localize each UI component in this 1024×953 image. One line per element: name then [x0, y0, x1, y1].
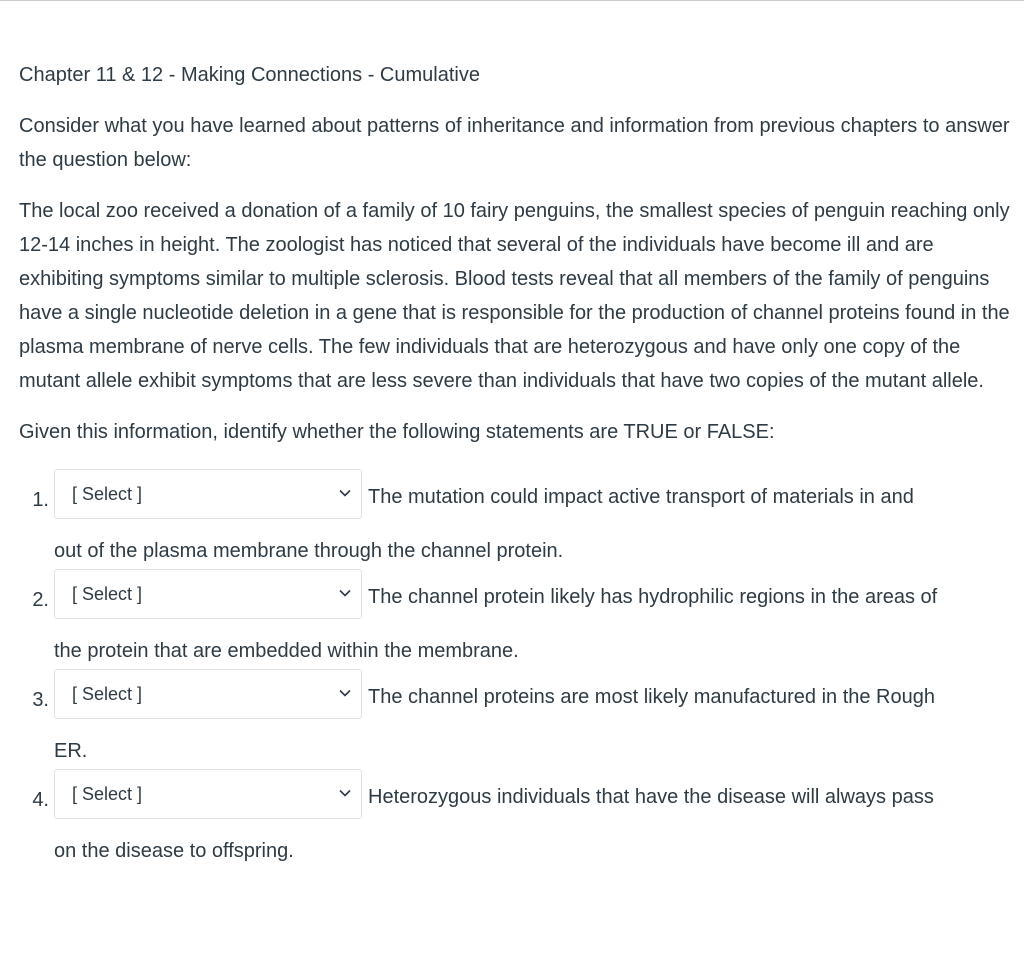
- scenario-text: The local zoo received a donation of a family of 10 fairy penguins, the smallest species of penguin reaching only 12-14 inches in height. The zoologist has noticed that several of the individuals have become ill and are exhibiting symptoms similar to multiple sclerosis. Blood tests reveal that all members of the family of penguins have a single nucleotide deletion in a gene that is responsible for the production of channel proteins found in the plasma membrane of nerve cells. The few individuals that are heterozygous and have only one copy of the mutant allele exhibit symptoms that are less severe than individuals that have two copies of the mutant allele.: [19, 200, 1010, 392]
- statement-continuation: ER.: [54, 740, 88, 762]
- question-title: Chapter 11 & 12 - Making Connections - Cumulative: [19, 64, 480, 86]
- item-number: 3.: [32, 689, 49, 711]
- answer-select-4[interactable]: [54, 769, 362, 819]
- statement-item: [19, 668, 1014, 768]
- select-value: [ Select ]: [72, 784, 143, 804]
- select-value: [ Select ]: [72, 584, 143, 604]
- chevron-down-icon: [339, 588, 351, 598]
- statement-text: Heterozygous individuals that have the disease will always pass: [368, 786, 934, 808]
- top-divider: [0, 0, 1024, 1]
- statement-text: The channel proteins are most likely manufactured in the Rough: [368, 686, 935, 708]
- statement-continuation: on the disease to offspring.: [54, 840, 294, 862]
- item-number: 1.: [32, 489, 49, 511]
- statement-text: The channel protein likely has hydrophilic regions in the areas of: [368, 586, 938, 608]
- answer-select-3[interactable]: [54, 669, 362, 719]
- chevron-down-icon: [339, 788, 351, 798]
- answer-select-2[interactable]: [54, 569, 362, 619]
- statement-item: [19, 568, 1014, 668]
- chevron-down-icon: [339, 688, 351, 698]
- select-value: [ Select ]: [72, 484, 143, 504]
- intro-text: Consider what you have learned about patterns of inheritance and information from previous chapters to answer the question below:: [19, 115, 1010, 171]
- statement-continuation: out of the plasma membrane through the channel protein.: [54, 540, 564, 562]
- statement-continuation: the protein that are embedded within the membrane.: [54, 640, 519, 662]
- statement-text: The mutation could impact active transport of materials in and: [368, 486, 914, 508]
- question-content: [19, 58, 1014, 868]
- item-number: 4.: [32, 789, 49, 811]
- answer-select-1[interactable]: [54, 469, 362, 519]
- statement-item: [19, 768, 1014, 868]
- statement-list: [19, 468, 1014, 868]
- item-number: 2.: [32, 589, 49, 611]
- instruction-text: Given this information, identify whether the following statements are TRUE or FALSE:: [19, 421, 775, 443]
- chevron-down-icon: [339, 488, 351, 498]
- statement-item: [19, 468, 1014, 568]
- select-value: [ Select ]: [72, 684, 143, 704]
